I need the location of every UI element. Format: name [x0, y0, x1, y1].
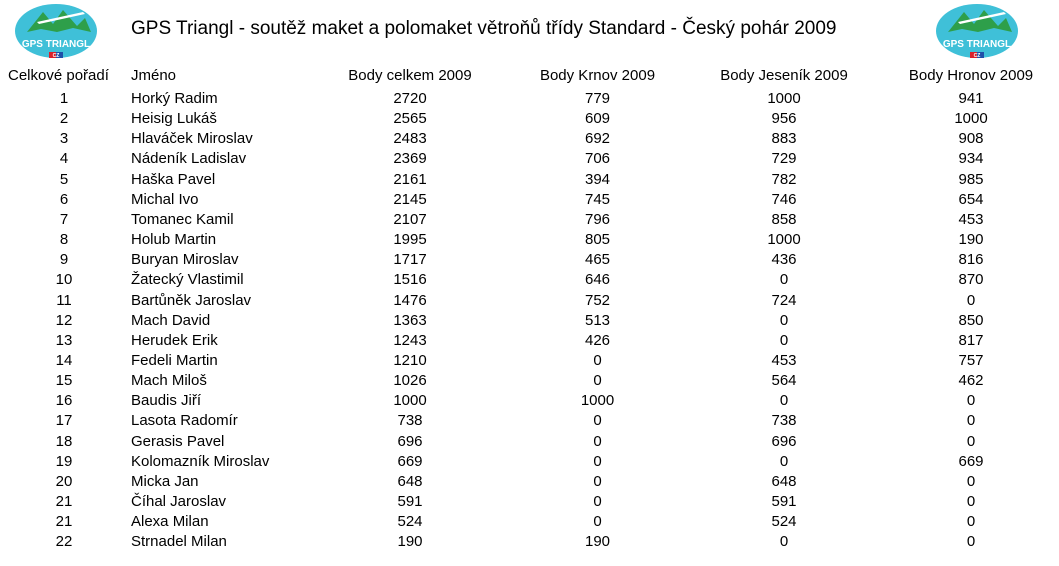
- cell-jesenik: 1000: [767, 90, 801, 107]
- cell-jesenik: 0: [779, 452, 789, 470]
- cell-name: Kolomazník Miroslav: [131, 452, 270, 470]
- cell-jesenik: 782: [771, 170, 797, 188]
- cell-jesenik: 0: [779, 271, 789, 289]
- cell-krnov: 0: [593, 452, 602, 470]
- cell-krnov: 0: [593, 513, 602, 531]
- cell-name: Haška Pavel: [131, 170, 216, 188]
- cell-total: 190: [397, 533, 423, 551]
- cell-name: Mach David: [131, 311, 211, 329]
- cell-total: 2145: [393, 190, 427, 208]
- logo-text: GPS TRIANGL: [21, 39, 91, 50]
- cell-total: 669: [397, 452, 423, 470]
- cell-hronov: 0: [966, 392, 976, 410]
- cell-total: 2107: [393, 210, 427, 228]
- cell-krnov: 394: [584, 170, 611, 188]
- cell-hronov: 985: [958, 170, 984, 188]
- cell-hronov: 0: [966, 291, 976, 309]
- cell-rank: 21: [55, 493, 73, 510]
- cell-krnov: 692: [584, 130, 611, 148]
- cell-krnov: 0: [593, 432, 602, 450]
- cell-total: 738: [397, 412, 423, 430]
- cell-jesenik: 1000: [767, 231, 801, 248]
- cell-jesenik: 0: [779, 392, 789, 410]
- cell-name: Fedeli Martin: [131, 351, 218, 369]
- header-jesenik: Body Jeseník 2009: [720, 67, 848, 84]
- cell-rank: 6: [59, 190, 69, 208]
- header-name: Jméno: [131, 67, 177, 84]
- table-row: [0, 291, 1059, 311]
- cell-total: 591: [397, 493, 423, 510]
- cell-hronov: 0: [966, 412, 976, 430]
- table-header: [0, 66, 1059, 86]
- cell-hronov: 462: [958, 372, 984, 390]
- cell-rank: 22: [55, 533, 73, 551]
- table-row: [0, 331, 1059, 351]
- cell-hronov: 850: [958, 311, 984, 329]
- cell-total: 648: [397, 472, 423, 490]
- cell-total: 1995: [393, 231, 427, 248]
- logo-graphic: [934, 2, 1020, 62]
- cell-jesenik: 591: [771, 493, 797, 510]
- cell-name: Strnadel Milan: [131, 533, 227, 551]
- table-row: [0, 149, 1059, 169]
- cell-total: 2720: [393, 90, 427, 107]
- cell-name: Holub Martin: [131, 231, 217, 248]
- cell-rank: 15: [55, 372, 73, 390]
- cell-krnov: 752: [584, 291, 611, 309]
- cell-jesenik: 956: [771, 110, 797, 128]
- cell-rank: 1: [59, 90, 69, 107]
- table-row: [0, 411, 1059, 431]
- cell-rank: 7: [59, 210, 69, 228]
- cell-hronov: 757: [958, 351, 984, 369]
- cell-hronov: 908: [958, 130, 984, 148]
- cell-total: 1243: [393, 331, 427, 349]
- table-row: [0, 472, 1059, 492]
- cell-rank: 17: [55, 412, 73, 430]
- cell-rank: 9: [59, 251, 69, 269]
- cell-hronov: 1000: [954, 110, 988, 128]
- cell-hronov: 0: [966, 493, 976, 510]
- table-row: [0, 512, 1059, 532]
- cell-jesenik: 746: [771, 190, 797, 208]
- cell-total: 1516: [393, 271, 427, 289]
- cell-name: Nádeník Ladislav: [131, 150, 247, 168]
- header-krnov: Body Krnov 2009: [539, 67, 656, 84]
- header-total: Body celkem 2009: [348, 67, 472, 84]
- cell-hronov: 0: [966, 533, 976, 551]
- logo-badge: CZ: [52, 53, 60, 59]
- cell-name: Michal Ivo: [131, 190, 199, 208]
- header-hronov: Body Hronov 2009: [908, 67, 1034, 84]
- cell-rank: 10: [55, 271, 73, 289]
- table-row: [0, 109, 1059, 129]
- cell-total: 1363: [393, 311, 427, 329]
- cell-jesenik: 648: [771, 472, 797, 490]
- cell-hronov: 0: [966, 432, 976, 450]
- cell-rank: 13: [55, 331, 73, 349]
- cell-name: Buryan Miroslav: [131, 251, 239, 269]
- table-row: [0, 230, 1059, 250]
- cell-name: Bartůněk Jaroslav: [131, 291, 252, 309]
- cell-name: Tomanec Kamil: [131, 210, 234, 228]
- logo-text: GPS TRIANGL: [942, 39, 1012, 50]
- cell-krnov: 796: [584, 210, 611, 228]
- cell-name: Horký Radim: [131, 90, 218, 107]
- cell-krnov: 609: [584, 110, 611, 128]
- cell-total: 1026: [393, 372, 427, 390]
- cell-krnov: 0: [593, 412, 602, 430]
- cell-krnov: 190: [584, 533, 611, 551]
- cell-krnov: 0: [593, 493, 602, 510]
- cell-jesenik: 883: [771, 130, 797, 148]
- cell-hronov: 654: [958, 190, 984, 208]
- cell-krnov: 465: [584, 251, 611, 269]
- header-rank: Celkové pořadí: [8, 67, 109, 84]
- cell-name: Lasota Radomír: [131, 412, 238, 430]
- cell-rank: 14: [55, 351, 73, 369]
- table-row: [0, 371, 1059, 391]
- cell-krnov: 1000: [580, 392, 615, 410]
- cell-krnov: 513: [584, 311, 611, 329]
- cell-krnov: 0: [593, 351, 602, 369]
- cell-jesenik: 453: [771, 351, 797, 369]
- cell-total: 2565: [393, 110, 427, 128]
- cell-total: 1210: [393, 351, 427, 369]
- cell-hronov: 0: [966, 513, 976, 531]
- cell-krnov: 0: [593, 372, 602, 390]
- cell-name: Gerasis Pavel: [131, 432, 225, 450]
- cell-rank: 11: [56, 291, 72, 309]
- table-row: [0, 492, 1059, 512]
- cell-name: Hlaváček Miroslav: [131, 130, 253, 148]
- cell-rank: 18: [55, 432, 73, 450]
- cell-rank: 2: [59, 110, 69, 128]
- table-row: [0, 270, 1059, 290]
- cell-total: 2161: [393, 170, 427, 188]
- cell-name: Číhal Jaroslav: [131, 493, 227, 510]
- cell-hronov: 870: [958, 271, 984, 289]
- cell-rank: 21: [55, 513, 73, 531]
- cell-name: Baudis Jiří: [131, 392, 202, 410]
- cell-name: Herudek Erik: [131, 331, 218, 349]
- cell-rank: 20: [55, 472, 73, 490]
- cell-name: Micka Jan: [131, 472, 199, 490]
- gps-triangl-logo-right: [934, 2, 1020, 62]
- cell-rank: 16: [55, 392, 73, 410]
- cell-total: 2369: [393, 150, 427, 168]
- cell-krnov: 0: [593, 472, 602, 490]
- cell-jesenik: 0: [779, 331, 789, 349]
- cell-name: Žatecký Vlastimil: [131, 271, 244, 289]
- cell-rank: 12: [55, 311, 73, 329]
- table-row: [0, 170, 1059, 190]
- cell-hronov: 453: [958, 210, 984, 228]
- table-row: [0, 210, 1059, 230]
- cell-krnov: 805: [584, 231, 611, 248]
- cell-krnov: 646: [584, 271, 611, 289]
- cell-total: 1000: [393, 392, 427, 410]
- table-row: [0, 452, 1059, 472]
- cell-rank: 19: [55, 452, 73, 470]
- cell-jesenik: 0: [779, 533, 789, 551]
- cell-hronov: 941: [958, 90, 984, 107]
- cell-jesenik: 436: [771, 251, 797, 269]
- cell-rank: 3: [59, 130, 69, 148]
- cell-jesenik: 0: [779, 311, 789, 329]
- table-row: [0, 432, 1059, 452]
- logo-badge: CZ: [973, 53, 981, 59]
- cell-jesenik: 696: [771, 432, 797, 450]
- page-title: GPS Triangl - soutěž maket a polomaket větroňů třídy Standard - Český pohár 2009: [131, 18, 837, 39]
- cell-hronov: 934: [958, 150, 984, 168]
- cell-total: 1476: [393, 291, 427, 309]
- cell-krnov: 779: [584, 90, 611, 107]
- cell-krnov: 745: [584, 190, 611, 208]
- table-row: [0, 190, 1059, 210]
- table-row: [0, 250, 1059, 270]
- table-row: [0, 129, 1059, 149]
- table-row: [0, 311, 1059, 331]
- cell-hronov: 816: [958, 251, 984, 269]
- table-row: [0, 351, 1059, 371]
- cell-jesenik: 729: [771, 150, 797, 168]
- cell-krnov: 426: [584, 331, 611, 349]
- cell-jesenik: 858: [771, 210, 797, 228]
- cell-hronov: 0: [966, 472, 976, 490]
- cell-total: 524: [397, 513, 423, 531]
- cell-hronov: 817: [958, 331, 984, 349]
- cell-rank: 4: [59, 150, 69, 168]
- table-row: [0, 532, 1059, 552]
- cell-hronov: 190: [958, 231, 984, 248]
- cell-total: 1717: [393, 251, 427, 269]
- cell-rank: 5: [59, 170, 69, 188]
- cell-total: 2483: [393, 130, 427, 148]
- cell-name: Heisig Lukáš: [131, 110, 217, 128]
- cell-jesenik: 724: [771, 291, 797, 309]
- cell-krnov: 706: [584, 150, 611, 168]
- cell-name: Mach Miloš: [131, 372, 207, 390]
- cell-jesenik: 524: [771, 513, 797, 531]
- cell-rank: 8: [59, 231, 69, 248]
- cell-jesenik: 564: [771, 372, 797, 390]
- table-row: [0, 89, 1059, 109]
- cell-jesenik: 738: [771, 412, 797, 430]
- cell-hronov: 669: [958, 452, 984, 470]
- cell-name: Alexa Milan: [131, 513, 209, 531]
- logo-graphic: [13, 2, 99, 62]
- table-row: [0, 391, 1059, 411]
- cell-total: 696: [397, 432, 423, 450]
- gps-triangl-logo-left: [13, 2, 99, 62]
